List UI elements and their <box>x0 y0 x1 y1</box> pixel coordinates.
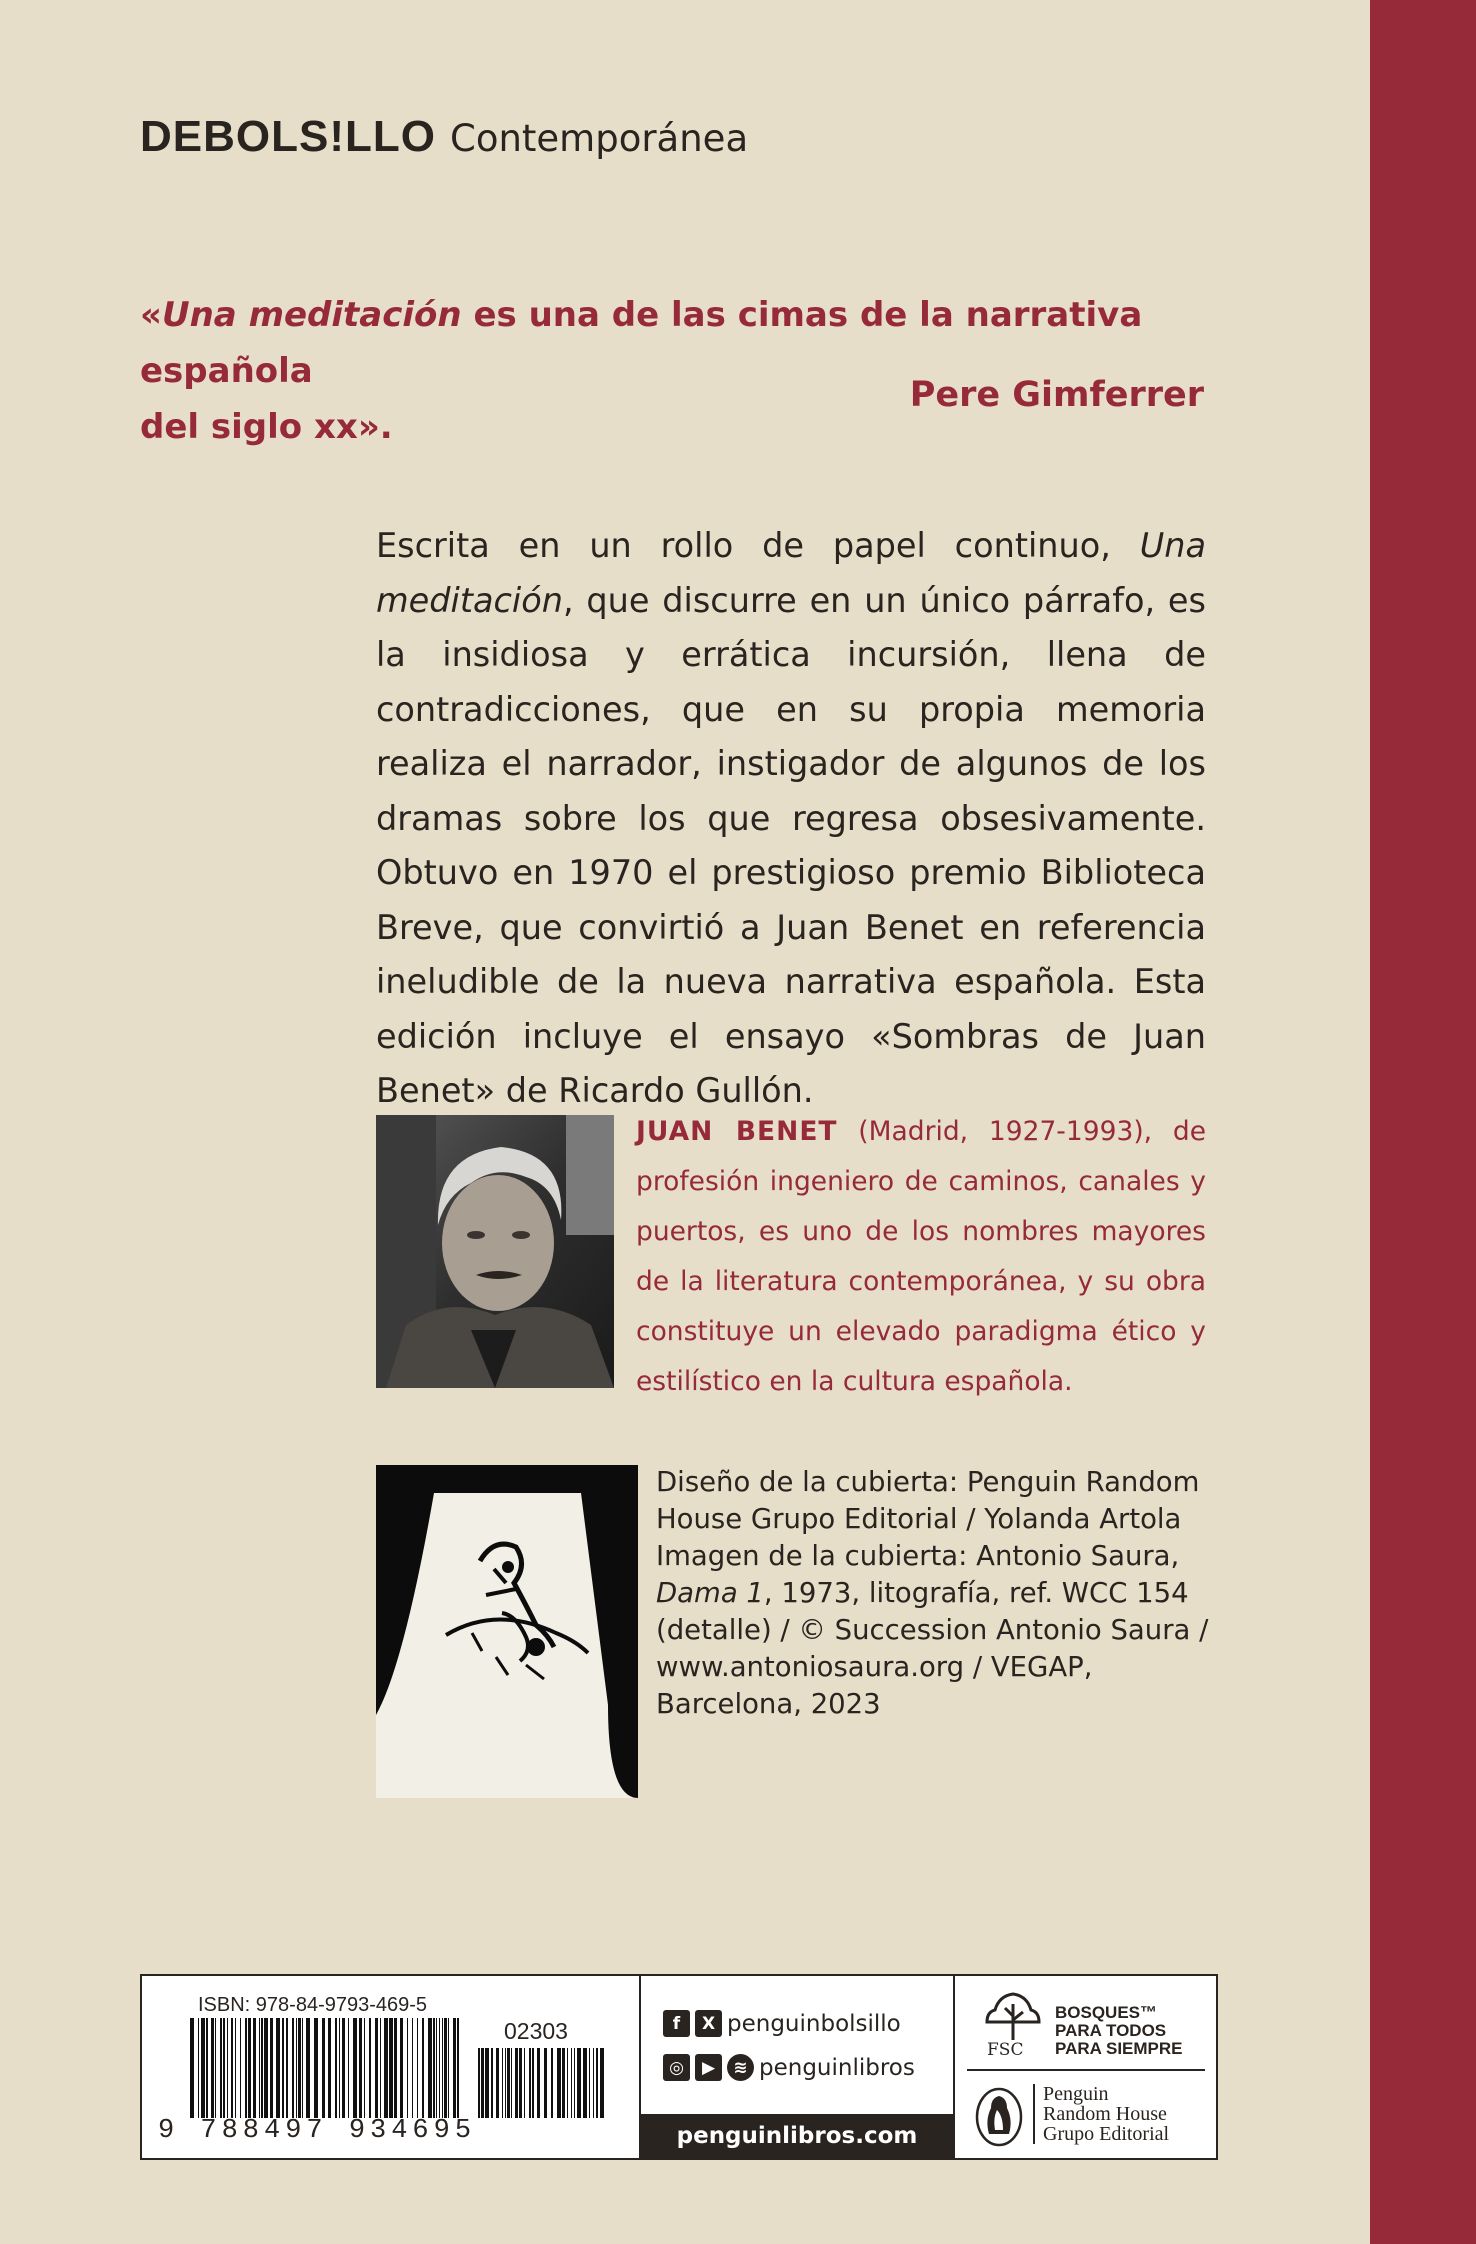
website-link[interactable]: penguinlibros.com <box>641 2114 953 2158</box>
barcode-bar <box>215 2018 216 2118</box>
fsc-label: FSC <box>987 2040 1024 2060</box>
barcode-bar <box>353 2018 357 2118</box>
barcode-bar <box>491 2048 493 2118</box>
penguin-logo-icon <box>973 2086 1025 2148</box>
barcode-bar <box>248 2018 251 2118</box>
barcode-bar <box>436 2018 437 2118</box>
credits-line: Imagen de la cubierta: Antonio Saura, <box>656 1540 1180 1572</box>
barcode-bar <box>245 2018 247 2118</box>
barcode-bar <box>296 2018 297 2118</box>
barcode-bar <box>394 2018 397 2118</box>
credits-line: Diseño de la cubierta: Penguin Random <box>656 1466 1200 1498</box>
barcode-bar <box>335 2018 337 2118</box>
collection-name: Contemporánea <box>449 117 749 160</box>
barcode-bar <box>422 2018 424 2118</box>
pull-quote <box>140 287 1200 455</box>
barcode-bar <box>389 2018 393 2118</box>
barcode-bar <box>571 2048 572 2118</box>
barcode-bar <box>231 2018 233 2118</box>
addon-barcode <box>478 2048 608 2118</box>
barcode-bar <box>264 2018 268 2118</box>
social-handle: penguinlibros <box>759 2054 915 2081</box>
book-spine <box>1370 0 1476 2244</box>
logo-divider <box>967 2069 1205 2071</box>
barcode-bar <box>551 2048 553 2118</box>
fsc-tree-icon <box>983 1990 1043 2042</box>
barcode-bar <box>235 2018 236 2118</box>
quote-line1: es una de las cimas de la narrativa española <box>140 295 1143 391</box>
price-code: 02303 <box>504 2018 568 2044</box>
barcode-bar <box>442 2018 443 2118</box>
barcode-bar <box>537 2048 540 2118</box>
barcode-bar <box>364 2018 365 2118</box>
quote-line2: del siglo xx». <box>140 407 393 447</box>
barcode-panel <box>142 1976 641 2158</box>
barcode-bar <box>227 2018 228 2118</box>
barcode-bar <box>417 2018 418 2118</box>
barcode-bar <box>328 2018 331 2118</box>
barcode-bar <box>511 2048 512 2118</box>
barcode-bar <box>433 2018 435 2118</box>
ean-barcode <box>190 2018 462 2118</box>
barcode-bar <box>342 2018 345 2118</box>
barcode-bar <box>596 2048 598 2118</box>
barcode-bar <box>481 2048 484 2118</box>
barcode-bar <box>557 2048 561 2118</box>
barcode-bar <box>567 2048 568 2118</box>
publisher-brand <box>140 112 748 162</box>
barcode-bar <box>206 2018 208 2118</box>
barcode-bar <box>593 2048 594 2118</box>
barcode-bar <box>253 2018 256 2118</box>
barcode-bar <box>457 2018 459 2118</box>
barcode-bar <box>532 2048 534 2118</box>
barcode-bar <box>384 2018 388 2118</box>
barcode-number: 9 788497 934695 <box>158 2116 477 2146</box>
barcode-bar <box>261 2018 263 2118</box>
synopsis-title: Una meditación <box>376 526 1206 620</box>
barcode-bar <box>201 2018 205 2118</box>
prh-wordmark: Penguin Random House Grupo Editorial <box>1043 2083 1170 2145</box>
author-bio-text: (Madrid, 1927-1993), de profesión ingeniero de caminos, canales y puertos, es uno de los nombres mayores de la literatura contemporánea, y su obra constituye un elevado paradigma ético y estilístico en la cultura española. <box>636 1116 1206 1397</box>
social-panel <box>641 1976 955 2158</box>
barcode-bar <box>220 2018 222 2118</box>
barcode-bar <box>529 2048 531 2118</box>
barcode-bar <box>314 2018 318 2118</box>
barcode-bar <box>507 2048 510 2118</box>
synopsis-intro: Escrita en un rollo de papel continuo, <box>376 526 1140 565</box>
barcode-bar <box>515 2048 518 2118</box>
synopsis-body: , que discurre en un único párrafo, es la insidiosa y errática incursión, llena de contradicciones, que en su propia memoria realiza el narrador, instigador de algunos de los dramas sobre los que regresa obsesivamente. Obtuvo en 1970 el prestigioso premio Biblioteca Breve, que convirtió a Juan Benet en referencia ineludible de la nueva narrativa española. Esta edición incluye el ensayo «Sombras de Juan Benet» de Ricardo Gullón. <box>376 580 1206 1110</box>
cover-artwork <box>376 1465 638 1798</box>
quote-title: Una meditación <box>161 295 462 335</box>
barcode-bar <box>428 2018 432 2118</box>
isbn-label: ISBN: 978-84-9793-469-5 <box>198 1994 428 2016</box>
barcode-bar <box>276 2018 280 2118</box>
barcode-bar <box>259 2018 260 2118</box>
x-icon: X <box>695 2010 722 2037</box>
barcode-bar <box>439 2018 440 2118</box>
barcode-bar <box>505 2048 506 2118</box>
credits-line: www.antoniosaura.org / VEGAP, <box>656 1651 1093 1683</box>
social-row-bolsillo[interactable] <box>663 2010 901 2037</box>
artwork-title: Dama 1 <box>656 1577 764 1609</box>
barcode-bar <box>286 2018 288 2118</box>
barcode-bar <box>190 2018 194 2118</box>
barcode-bar <box>298 2018 301 2118</box>
social-handle: penguinbolsillo <box>727 2010 901 2037</box>
instagram-icon: ◎ <box>663 2054 690 2081</box>
barcode-bar <box>562 2048 565 2118</box>
barcode-bar <box>359 2018 362 2118</box>
barcode-bar <box>375 2018 378 2118</box>
barcode-bar <box>369 2018 371 2118</box>
barcode-bar <box>223 2018 225 2118</box>
barcode-bar <box>407 2018 408 2118</box>
barcode-bar <box>478 2048 480 2118</box>
barcode-bar <box>400 2018 403 2118</box>
quote-open: « <box>140 295 162 335</box>
youtube-icon: ▶ <box>695 2054 722 2081</box>
barcode-bar <box>412 2018 413 2118</box>
spotify-icon: ≋ <box>727 2054 754 2081</box>
barcode-bar <box>282 2018 284 2118</box>
barcode-bar <box>544 2048 547 2118</box>
fsc-slogan: BOSQUES™ PARA TODOS PARA SIEMPRE <box>1055 2003 1183 2058</box>
barcode-bar <box>496 2048 499 2118</box>
barcode-bar <box>502 2048 503 2118</box>
barcode-bar <box>198 2018 199 2118</box>
quote-author: Pere Gimferrer <box>909 375 1204 415</box>
barcode-bar <box>302 2018 303 2118</box>
barcode-bar <box>240 2018 241 2118</box>
barcode-bar <box>339 2018 340 2118</box>
credits-line: (detalle) / © Succession Antonio Saura / <box>656 1614 1209 1646</box>
barcode-bar <box>524 2048 525 2118</box>
barcode-bar <box>485 2048 489 2118</box>
barcode-bar <box>322 2018 325 2118</box>
barcode-bar <box>600 2048 604 2118</box>
author-bio <box>636 1107 1206 1407</box>
barcode-bar <box>270 2018 273 2118</box>
logos-panel <box>955 1976 1216 2158</box>
back-cover-footer <box>140 1974 1218 2160</box>
social-row-libros[interactable] <box>663 2054 915 2081</box>
barcode-bar <box>306 2018 310 2118</box>
prh-divider <box>1033 2084 1035 2144</box>
cover-credits <box>656 1464 1216 1723</box>
author-photo <box>376 1115 614 1388</box>
barcode-bar <box>292 2018 294 2118</box>
barcode-bar <box>348 2018 349 2118</box>
barcode-bar <box>448 2018 449 2118</box>
brand-name: DEBOLS!LLO <box>140 112 436 161</box>
barcode-bar <box>574 2048 575 2118</box>
credits-line: House Grupo Editorial / Yolanda Artola <box>656 1503 1182 1535</box>
facebook-icon: f <box>663 2010 690 2037</box>
credits-line: Barcelona, 2023 <box>656 1688 881 1720</box>
barcode-bar <box>453 2018 456 2118</box>
barcode-bar <box>577 2048 581 2118</box>
credits-line: Dama 1, 1973, litografía, ref. WCC 154 <box>656 1577 1189 1609</box>
synopsis <box>376 519 1206 1119</box>
barcode-bar <box>589 2048 590 2118</box>
barcode-bar <box>583 2048 587 2118</box>
barcode-bar <box>380 2018 381 2118</box>
author-name: JUAN BENET <box>636 1116 838 1147</box>
barcode-bar <box>211 2018 214 2118</box>
barcode-bar <box>519 2048 522 2118</box>
barcode-bar <box>444 2018 447 2118</box>
